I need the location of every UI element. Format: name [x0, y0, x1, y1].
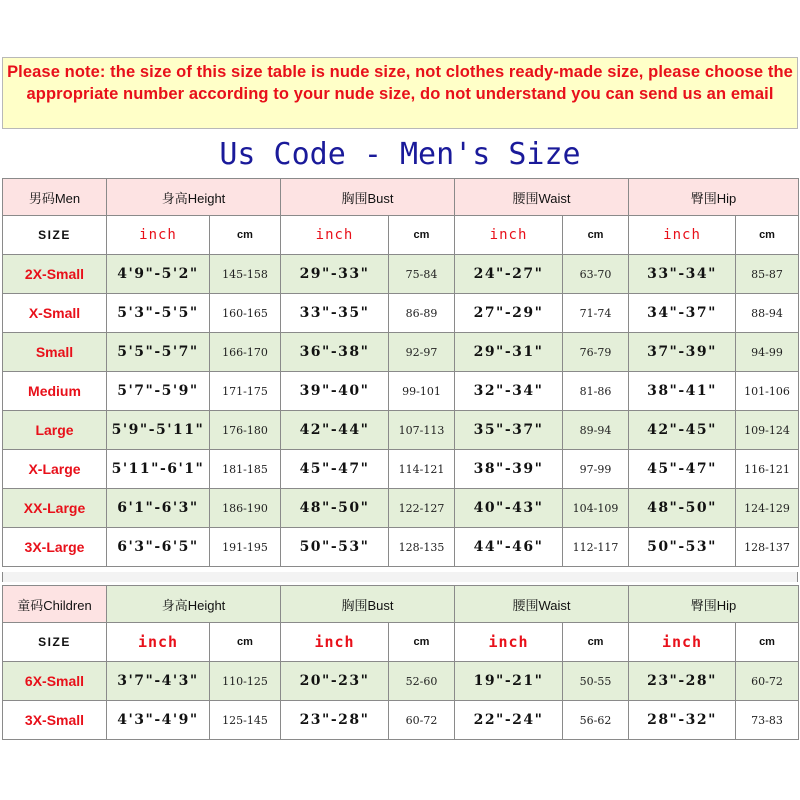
- children-sub-waist-cm: cm: [563, 623, 629, 662]
- men-header-hip: 臀围Hip: [629, 179, 799, 216]
- table-row: [3, 701, 799, 740]
- men-cell-hip-cm: 88-94: [736, 294, 799, 333]
- children-sub-height-inch: inch: [107, 623, 210, 662]
- men-cell-waist-cm: 97-99: [563, 450, 629, 489]
- nude-size-notice: Please note: the size of this size table is nude size, not clothes ready-made size, please choose the appropriate number according to your nude size, do not understand you can send us an email: [2, 57, 798, 129]
- men-cell-bust-cm: 92-97: [389, 333, 455, 372]
- men-cell-bust-cm: 86-89: [389, 294, 455, 333]
- men-cell-hip-inch: 42"-45": [629, 411, 736, 450]
- children-cell-height-inch: 4'3"-4'9": [107, 701, 210, 740]
- children-sub-size: SIZE: [3, 623, 107, 662]
- children-sub-waist-inch: inch: [455, 623, 563, 662]
- men-cell-height-cm: 186-190: [210, 489, 281, 528]
- children-cell-bust-inch: 23"-28": [281, 701, 389, 740]
- children-header-size: 童码Children: [3, 586, 107, 623]
- men-cell-height-cm: 160-165: [210, 294, 281, 333]
- men-cell-bust-inch: 29"-33": [281, 255, 389, 294]
- men-cell-height-inch: 6'3"-6'5": [107, 528, 210, 567]
- children-cell-bust-cm: 60-72: [389, 701, 455, 740]
- men-cell-height-inch: 4'9"-5'2": [107, 255, 210, 294]
- men-cell-height-inch: 5'3"-5'5": [107, 294, 210, 333]
- size-chart-title: Us Code - Men's Size: [219, 137, 581, 172]
- men-cell-bust-cm: 128-135: [389, 528, 455, 567]
- men-cell-waist-inch: 40"-43": [455, 489, 563, 528]
- men-cell-hip-cm: 94-99: [736, 333, 799, 372]
- men-cell-waist-inch: 27"-29": [455, 294, 563, 333]
- men-cell-hip-inch: 38"-41": [629, 372, 736, 411]
- men-cell-waist-cm: 76-79: [563, 333, 629, 372]
- men-cell-bust-inch: 33"-35": [281, 294, 389, 333]
- men-cell-size: 2X-Small: [3, 255, 107, 294]
- men-cell-height-inch: 5'11"-6'1": [107, 450, 210, 489]
- children-cell-waist-inch: 22"-24": [455, 701, 563, 740]
- men-cell-hip-cm: 101-106: [736, 372, 799, 411]
- men-cell-height-cm: 145-158: [210, 255, 281, 294]
- children-cell-waist-inch: 19"-21": [455, 662, 563, 701]
- men-cell-height-inch: 5'9"-5'11": [107, 411, 210, 450]
- men-cell-hip-cm: 128-137: [736, 528, 799, 567]
- children-cell-size: 3X-Small: [3, 701, 107, 740]
- men-cell-hip-cm: 116-121: [736, 450, 799, 489]
- men-cell-waist-inch: 24"-27": [455, 255, 563, 294]
- men-cell-hip-inch: 50"-53": [629, 528, 736, 567]
- men-sub-bust-cm: cm: [389, 216, 455, 255]
- children-header-bust: 胸围Bust: [281, 586, 455, 623]
- men-size-table: [2, 178, 799, 567]
- children-sub-hip-inch: inch: [629, 623, 736, 662]
- men-cell-height-cm: 191-195: [210, 528, 281, 567]
- men-sub-height-cm: cm: [210, 216, 281, 255]
- men-cell-waist-inch: 35"-37": [455, 411, 563, 450]
- men-cell-height-inch: 6'1"-6'3": [107, 489, 210, 528]
- men-cell-height-cm: 181-185: [210, 450, 281, 489]
- men-sub-hip-inch: inch: [629, 216, 736, 255]
- men-header-height: 身高Height: [107, 179, 281, 216]
- men-cell-hip-inch: 48"-50": [629, 489, 736, 528]
- children-cell-height-cm: 110-125: [210, 662, 281, 701]
- men-cell-bust-inch: 50"-53": [281, 528, 389, 567]
- men-cell-size: Large: [3, 411, 107, 450]
- children-cell-waist-cm: 50-55: [563, 662, 629, 701]
- table-row: [3, 662, 799, 701]
- table-separator: [2, 572, 798, 582]
- men-header-bust: 胸围Bust: [281, 179, 455, 216]
- men-cell-size: XX-Large: [3, 489, 107, 528]
- men-cell-waist-cm: 81-86: [563, 372, 629, 411]
- children-sub-hip-cm: cm: [736, 623, 799, 662]
- children-cell-height-cm: 125-145: [210, 701, 281, 740]
- children-cell-hip-inch: 23"-28": [629, 662, 736, 701]
- children-cell-bust-cm: 52-60: [389, 662, 455, 701]
- men-cell-waist-inch: 29"-31": [455, 333, 563, 372]
- men-cell-waist-cm: 89-94: [563, 411, 629, 450]
- men-sub-waist-inch: inch: [455, 216, 563, 255]
- children-cell-hip-inch: 28"-32": [629, 701, 736, 740]
- men-cell-bust-cm: 75-84: [389, 255, 455, 294]
- table-row: [3, 450, 799, 489]
- men-cell-bust-cm: 99-101: [389, 372, 455, 411]
- men-cell-size: X-Large: [3, 450, 107, 489]
- men-cell-hip-inch: 45"-47": [629, 450, 736, 489]
- men-cell-bust-cm: 107-113: [389, 411, 455, 450]
- men-cell-bust-cm: 114-121: [389, 450, 455, 489]
- children-sub-height-cm: cm: [210, 623, 281, 662]
- men-cell-size: 3X-Large: [3, 528, 107, 567]
- men-sub-height-inch: inch: [107, 216, 210, 255]
- men-header-waist: 腰围Waist: [455, 179, 629, 216]
- men-cell-waist-inch: 44"-46": [455, 528, 563, 567]
- men-cell-bust-inch: 36"-38": [281, 333, 389, 372]
- table-row: [3, 489, 799, 528]
- men-cell-height-cm: 176-180: [210, 411, 281, 450]
- children-header-waist: 腰围Waist: [455, 586, 629, 623]
- men-cell-size: Medium: [3, 372, 107, 411]
- table-row: [3, 372, 799, 411]
- children-size-table: [2, 585, 799, 740]
- men-cell-height-cm: 171-175: [210, 372, 281, 411]
- children-header-hip: 臀围Hip: [629, 586, 799, 623]
- men-cell-hip-inch: 33"-34": [629, 255, 736, 294]
- men-sub-hip-cm: cm: [736, 216, 799, 255]
- men-cell-bust-inch: 39"-40": [281, 372, 389, 411]
- table-row: [3, 333, 799, 372]
- children-sub-bust-cm: cm: [389, 623, 455, 662]
- children-cell-bust-inch: 20"-23": [281, 662, 389, 701]
- men-cell-hip-cm: 109-124: [736, 411, 799, 450]
- men-cell-bust-inch: 48"-50": [281, 489, 389, 528]
- men-cell-size: X-Small: [3, 294, 107, 333]
- table-row: [3, 255, 799, 294]
- men-cell-bust-cm: 122-127: [389, 489, 455, 528]
- men-cell-height-cm: 166-170: [210, 333, 281, 372]
- children-sub-bust-inch: inch: [281, 623, 389, 662]
- men-header-size: 男码Men: [3, 179, 107, 216]
- men-cell-height-inch: 5'7"-5'9": [107, 372, 210, 411]
- table-row: [3, 528, 799, 567]
- men-cell-size: Small: [3, 333, 107, 372]
- men-cell-hip-cm: 124-129: [736, 489, 799, 528]
- children-header-height: 身高Height: [107, 586, 281, 623]
- men-cell-height-inch: 5'5"-5'7": [107, 333, 210, 372]
- men-sub-bust-inch: inch: [281, 216, 389, 255]
- men-cell-waist-cm: 104-109: [563, 489, 629, 528]
- men-cell-waist-inch: 38"-39": [455, 450, 563, 489]
- men-cell-waist-cm: 112-117: [563, 528, 629, 567]
- children-cell-size: 6X-Small: [3, 662, 107, 701]
- men-cell-waist-inch: 32"-34": [455, 372, 563, 411]
- men-cell-hip-cm: 85-87: [736, 255, 799, 294]
- men-cell-hip-inch: 37"-39": [629, 333, 736, 372]
- men-sub-waist-cm: cm: [563, 216, 629, 255]
- children-cell-waist-cm: 56-62: [563, 701, 629, 740]
- table-row: [3, 411, 799, 450]
- men-cell-waist-cm: 71-74: [563, 294, 629, 333]
- men-cell-hip-inch: 34"-37": [629, 294, 736, 333]
- children-cell-hip-cm: 60-72: [736, 662, 799, 701]
- table-row: [3, 294, 799, 333]
- children-cell-height-inch: 3'7"-4'3": [107, 662, 210, 701]
- men-cell-bust-inch: 42"-44": [281, 411, 389, 450]
- men-sub-size: SIZE: [3, 216, 107, 255]
- children-cell-hip-cm: 73-83: [736, 701, 799, 740]
- men-cell-waist-cm: 63-70: [563, 255, 629, 294]
- men-cell-bust-inch: 45"-47": [281, 450, 389, 489]
